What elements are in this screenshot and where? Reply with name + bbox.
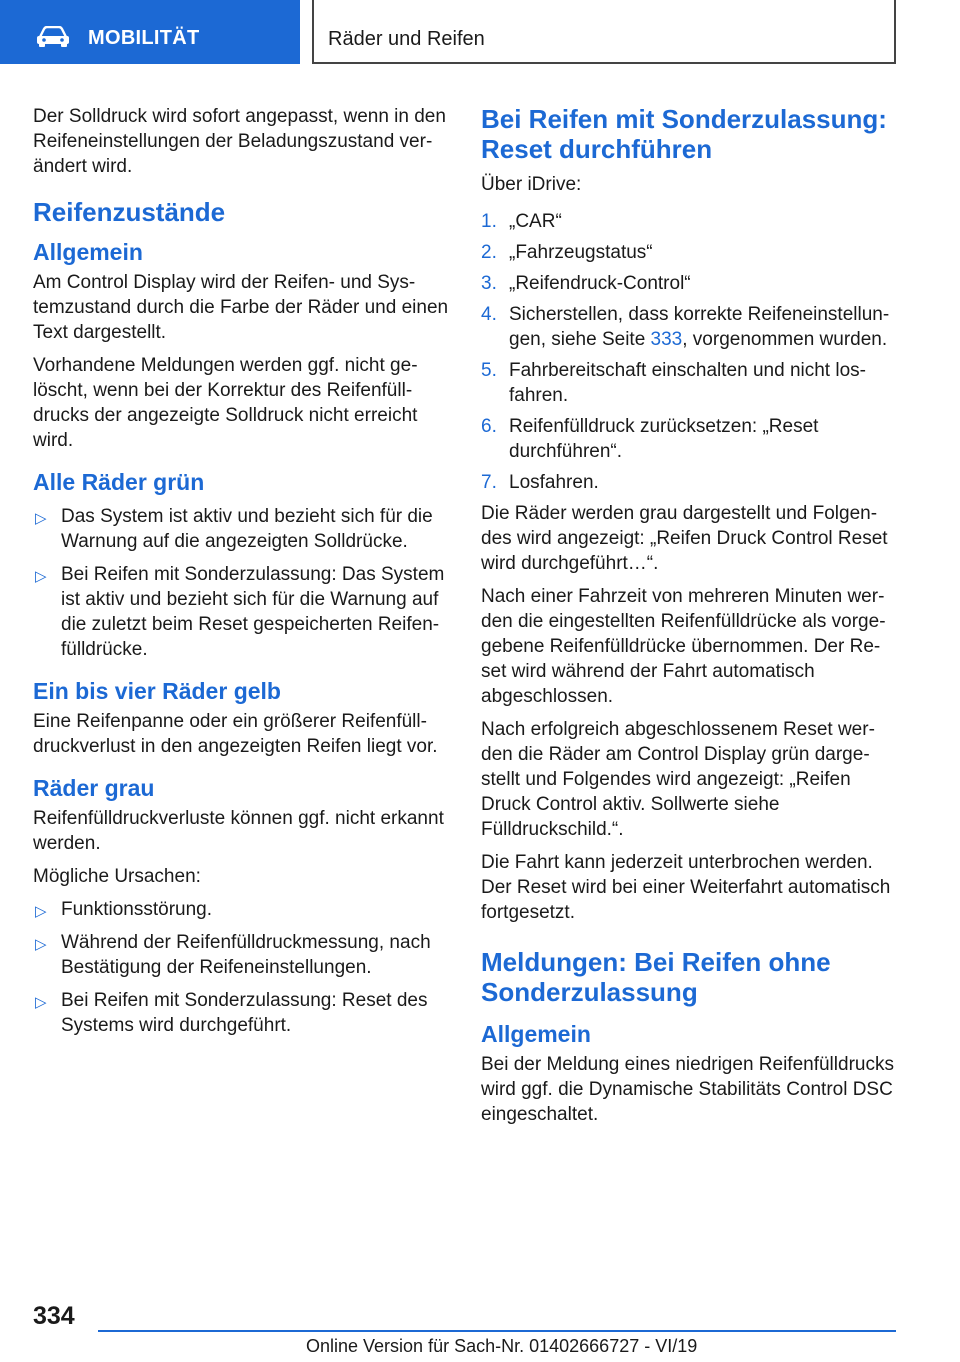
page-link[interactable]: 333 [650, 329, 683, 350]
section-title: MOBILITÄT [88, 27, 200, 49]
heading-alle-raeder-gruen: Alle Räder grün [33, 469, 205, 495]
page-header [0, 0, 960, 66]
list-item: ▷ Bei Reifen mit Sonderzulassung: Reset des Systems wird durchgeführt. [35, 990, 428, 1036]
list-item: ▷ Funktionsstörung. [33, 897, 451, 922]
list-item: 2. „Fahrzeugstatus“ [481, 242, 653, 263]
heading-reifenzustaende: Reifenzustände [33, 197, 226, 227]
list-item: ▷ Das System ist aktiv und bezieht sich für die Warnung auf die angezeigten Solldrücke. [35, 506, 433, 552]
grau-paragraph-2: Mögliche Ursachen: [33, 866, 201, 887]
section-tab[interactable] [0, 0, 300, 64]
triangle-bullet-icon: ▷ [35, 936, 47, 953]
grau-list [33, 897, 451, 1038]
list-item: 4. Sicherstellen, dass korrekte Reifeneinstellungen, siehe Seite 333, vorgenommen wurden. [481, 304, 890, 350]
grau-paragraph-1: Reifenfülldruckverluste können ggf. nicht erkannt werden. [33, 808, 444, 854]
heading-raeder-gelb: Ein bis vier Räder gelb [33, 678, 281, 704]
reset-paragraph-4: Die Fahrt kann jederzeit unterbrochen werden. Der Reset wird bei einer Weiterfahrt automatisch fortgesetzt. [481, 852, 891, 923]
heading-allgemein: Allgemein [33, 239, 143, 265]
heading-raeder-grau: Räder grau [33, 775, 155, 801]
chapter-title: Räder und Reifen [328, 28, 485, 50]
triangle-bullet-icon: ▷ [35, 568, 47, 585]
meldungen-paragraph: Bei der Meldung eines niedrigen Reifenfülldrucks wird ggf. die Dynamische Stabilitäts Control DSC eingeschaltet. [481, 1054, 894, 1125]
reset-steps [481, 209, 897, 495]
car-icon [36, 26, 70, 48]
heading-allgemein-2: Allgemein [481, 1021, 591, 1047]
reset-paragraph-2: Nach einer Fahrzeit von mehreren Minuten werden die eingestellten Reifenfülldrücke als vorgegebene Reifenfülldrücke übernommen. Der Reset wird während der Fahrt automatisch abgeschlossen. [481, 586, 886, 707]
list-item: 7. Losfahren. [481, 472, 599, 493]
triangle-bullet-icon: ▷ [35, 903, 47, 920]
reset-paragraph-1: Die Räder werden grau dargestellt und Folgendes wird angezeigt: „Reifen Druck Control Reset wird durchgeführt…“. [481, 503, 888, 574]
footer-divider [98, 1330, 896, 1332]
triangle-bullet-icon: ▷ [35, 510, 47, 527]
list-item: 3. „Reifendruck-Control“ [481, 273, 691, 294]
triangle-bullet-icon: ▷ [35, 994, 47, 1011]
list-item: 6. Reifenfülldruck zurücksetzen: „Reset durchführen“. [481, 416, 819, 462]
allgemein-paragraph-2: Vorhandene Meldungen werden ggf. nicht gelöscht, wenn bei der Korrektur des Reifenfülldrucks der angezeigte Solldruck nicht erreicht wird. [33, 355, 418, 451]
list-item: 5. Fahrbereitschaft einschalten und nicht losfahren. [481, 360, 866, 406]
allgemein-paragraph-1: Am Control Display wird der Reifen- und Systemzustand durch die Farbe der Räder und einen Text dargestellt. [33, 272, 449, 343]
right-column [481, 104, 897, 1135]
list-item: 1. „CAR“ [481, 211, 562, 232]
footer-online-version: Online Version für Sach-Nr. 01402666727 - VI/19 [306, 1336, 698, 1356]
page-number: 334 [33, 1302, 75, 1330]
ueber-idrive: Über iDrive: [481, 174, 582, 195]
list-item: ▷ Bei Reifen mit Sonderzulassung: Das System ist aktiv und bezieht sich für die Warnung auf die zuletzt beim Reset gespeicherten Reifenfülldrücke. [35, 564, 445, 660]
heading-meldungen: Meldungen: Bei Reifen ohne Sonderzulassung [481, 947, 831, 1007]
gruen-list [33, 504, 451, 662]
gelb-paragraph: Eine Reifenpanne oder ein größerer Reifenfülldruckverlust in den angezeigten Reifen liegt vor. [33, 711, 438, 757]
heading-reset-durchfuehren: Bei Reifen mit Sonderzulassung: Reset durchführen [481, 104, 887, 164]
intro-paragraph: Der Solldruck wird sofort angepasst, wenn in den Reifeneinstellungen der Beladungszustand verändert wird. [33, 106, 446, 177]
reset-paragraph-3: Nach erfolgreich abgeschlossenem Reset werden die Räder am Control Display grün dargestellt und Folgendes wird angezeigt: „Reifen Druck Control aktiv. Sollwerte siehe Fülldruckschild.“. [481, 719, 875, 840]
chapter-box [312, 0, 896, 64]
left-column [33, 104, 451, 1046]
list-item: ▷ Während der Reifenfülldruckmessung, nach Bestätigung der Reifeneinstellungen. [35, 932, 431, 978]
